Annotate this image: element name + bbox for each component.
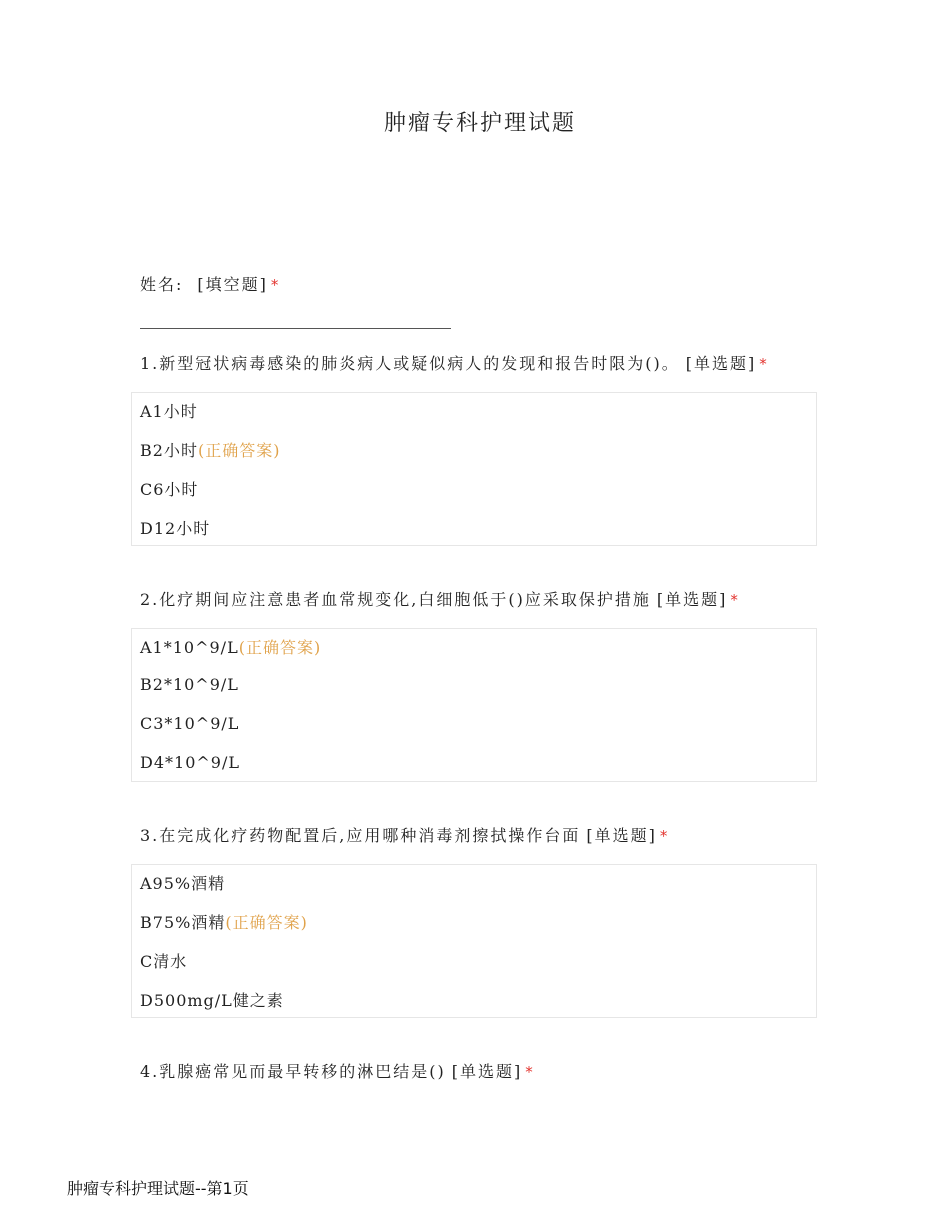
question-text: 1.新型冠状病毒感染的肺炎病人或疑似病人的发现和报告时限为()。	[140, 354, 680, 373]
question-1	[140, 351, 769, 374]
option-item[interactable]	[140, 753, 240, 772]
name-answer-line[interactable]	[140, 328, 451, 329]
option-item[interactable]	[140, 910, 308, 933]
option-text: A1小时	[140, 402, 198, 421]
option-item[interactable]	[140, 675, 239, 694]
option-text: D500mg/L健之素	[140, 991, 284, 1010]
name-field-label: 姓名:	[140, 275, 184, 294]
option-text: C3*10^9/L	[140, 714, 240, 733]
question-type: [单选题]	[656, 590, 728, 609]
option-item[interactable]	[140, 477, 198, 500]
option-item[interactable]	[140, 988, 284, 1011]
option-item[interactable]	[140, 516, 210, 539]
correct-answer-tag: (正确答案)	[238, 638, 322, 657]
option-item[interactable]	[140, 871, 225, 894]
options-box-2	[131, 628, 817, 782]
option-text: D12小时	[140, 519, 211, 538]
option-item[interactable]	[140, 635, 321, 658]
document-title: 肿瘤专科护理试题	[383, 111, 576, 136]
options-box-3	[131, 864, 817, 1018]
question-type: [单选题]	[451, 1062, 523, 1081]
option-text: B2*10^9/L	[140, 675, 239, 694]
required-mark: *	[730, 591, 740, 609]
question-text: 2.化疗期间应注意患者血常规变化,白细胞低于()应采取保护措施	[140, 590, 651, 609]
option-text: A1*10^9/L	[140, 638, 239, 657]
option-text: A95%酒精	[140, 874, 226, 893]
question-3	[140, 823, 669, 846]
required-mark: *	[759, 355, 769, 373]
option-item[interactable]	[140, 438, 280, 461]
question-type: [单选题]	[586, 826, 657, 845]
option-text: C清水	[140, 952, 188, 971]
question-2	[140, 587, 740, 610]
question-4	[140, 1059, 535, 1082]
question-text: 4.乳腺癌常见而最早转移的淋巴结是()	[140, 1062, 446, 1081]
page-footer: 肿瘤专科护理试题--第1页	[67, 1179, 249, 1198]
option-item[interactable]	[140, 714, 239, 733]
name-field-type: [填空题]	[197, 275, 268, 294]
correct-answer-tag: (正确答案)	[197, 441, 281, 460]
required-mark: *	[270, 276, 281, 294]
option-text: B75%酒精	[140, 913, 226, 932]
name-field-prompt	[140, 272, 280, 295]
option-text: B2小时	[140, 441, 198, 460]
required-mark: *	[525, 1063, 535, 1081]
option-item[interactable]	[140, 399, 198, 422]
question-text: 3.在完成化疗药物配置后,应用哪种消毒剂擦拭操作台面	[140, 826, 581, 845]
correct-answer-tag: (正确答案)	[225, 913, 308, 932]
option-text: C6小时	[140, 480, 199, 499]
question-type: [单选题]	[685, 354, 757, 373]
option-text: D4*10^9/L	[140, 753, 240, 772]
option-item[interactable]	[140, 949, 187, 972]
required-mark: *	[659, 827, 670, 845]
options-box-1	[131, 392, 817, 546]
